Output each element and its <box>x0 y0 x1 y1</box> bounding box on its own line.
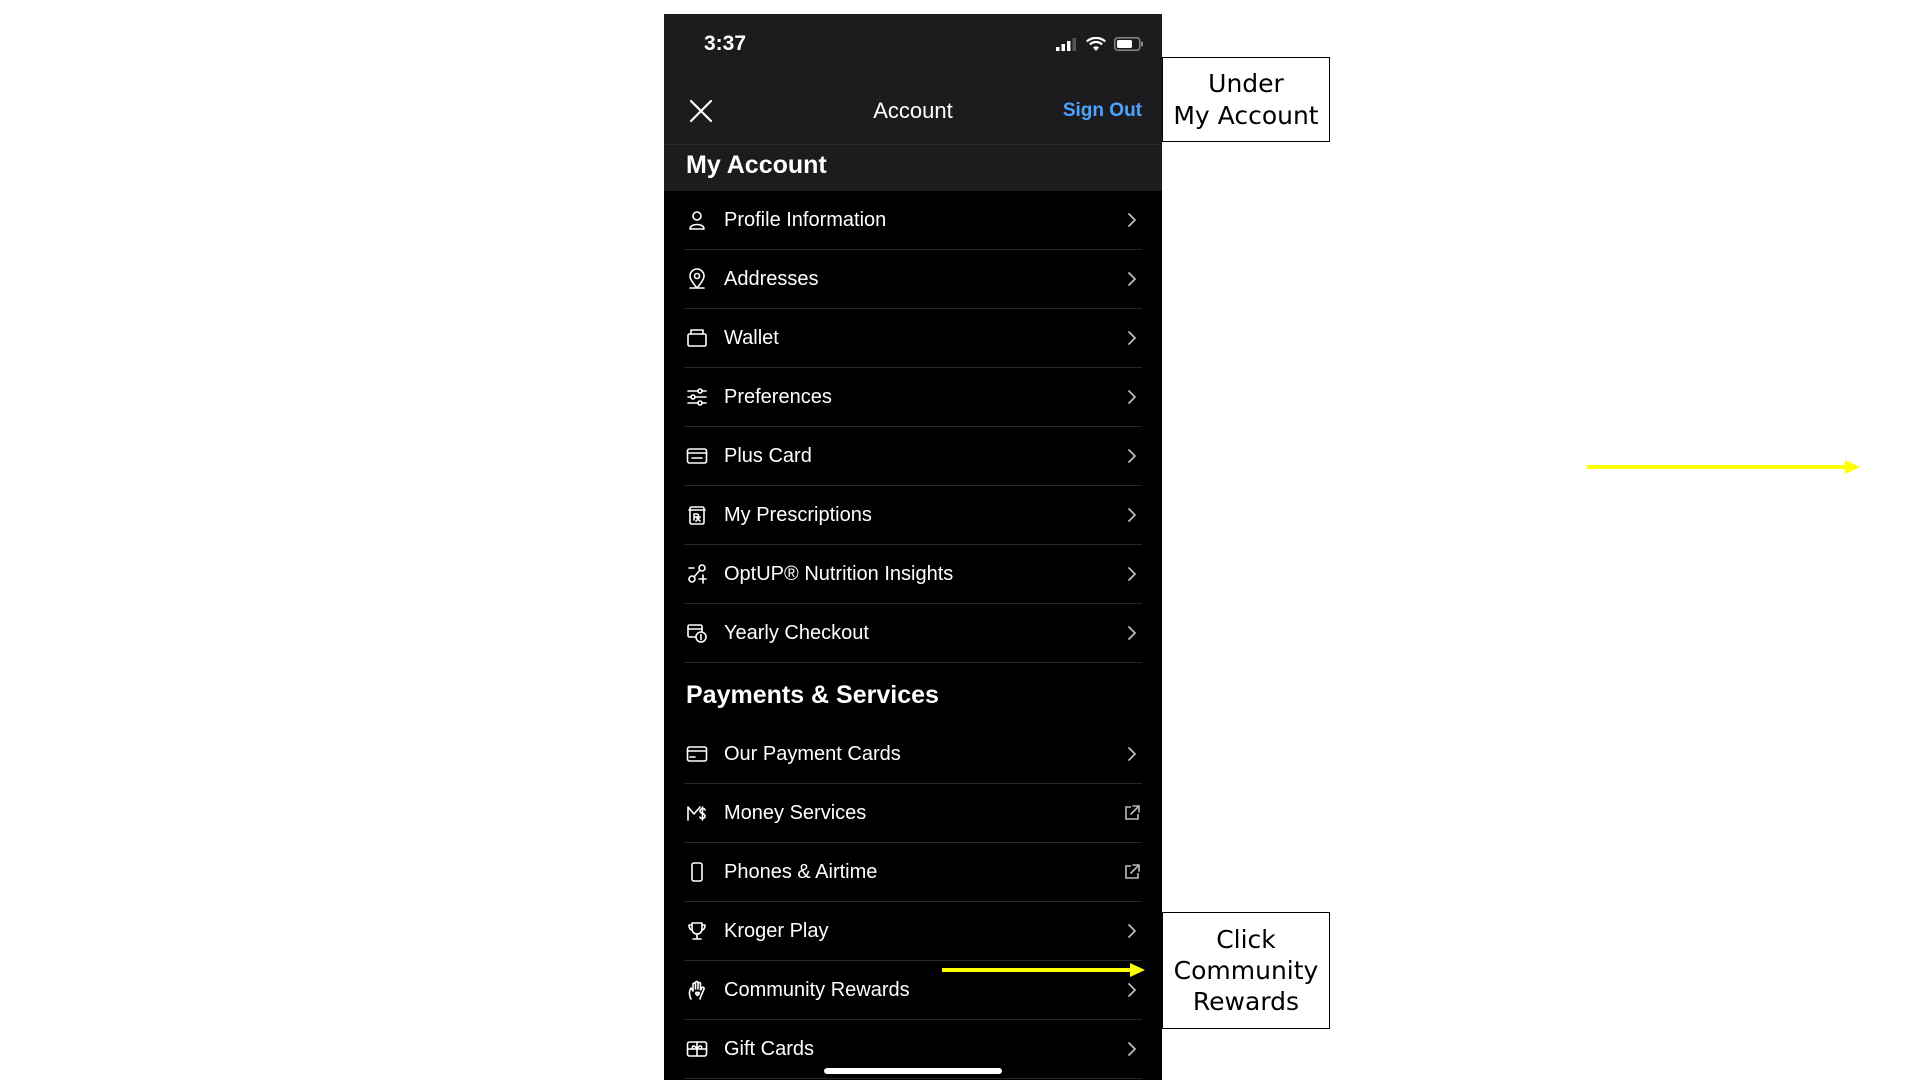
gift-card-icon <box>684 1036 710 1062</box>
list-item-label: Phones & Airtime <box>724 860 878 883</box>
close-icon <box>686 96 716 126</box>
row-trailing <box>1122 564 1142 584</box>
annotation-line: Under <box>1208 69 1284 99</box>
external-link-icon <box>1122 862 1142 882</box>
annotation-under-my-account <box>1162 57 1330 142</box>
list-item-label: Wallet <box>724 326 779 349</box>
arrow-icon <box>1585 457 1861 477</box>
list-item-money-services[interactable] <box>684 784 1142 843</box>
money-services-icon <box>684 800 710 826</box>
list-item-my-prescriptions[interactable] <box>684 486 1142 545</box>
chevron-right-icon <box>1122 446 1142 466</box>
list-item-label: Preferences <box>724 385 832 408</box>
nutrition-icon <box>684 561 710 587</box>
chevron-right-icon <box>1122 564 1142 584</box>
list-item-label: Our Payment Cards <box>724 742 901 765</box>
chevron-right-icon <box>1122 505 1142 525</box>
sliders-icon <box>684 384 710 410</box>
chevron-right-icon <box>1122 269 1142 289</box>
row-trailing <box>1122 210 1142 230</box>
list-item-label: Gift Cards <box>724 1037 815 1060</box>
list-item-label: Profile Information <box>724 208 887 231</box>
chevron-right-icon <box>1122 623 1142 643</box>
list-item-label: Addresses <box>724 267 819 290</box>
phone-screen <box>664 14 1162 1080</box>
payment-card-icon <box>684 741 710 767</box>
list-item-our-payment-cards[interactable] <box>684 725 1142 784</box>
section-title: Payments & Services <box>686 681 939 709</box>
row-trailing <box>1122 744 1142 764</box>
annotation-line: My Account <box>1173 100 1319 130</box>
prescription-icon <box>684 502 710 528</box>
chevron-right-icon <box>1122 744 1142 764</box>
nav-bar <box>664 76 1162 145</box>
arrow-icon <box>940 960 1146 980</box>
list-item-label: Money Services <box>724 801 867 824</box>
section-header-my-account <box>664 145 1162 191</box>
chevron-right-icon <box>1122 328 1142 348</box>
row-trailing <box>1122 505 1142 525</box>
close-button[interactable] <box>686 96 716 126</box>
row-trailing <box>1122 980 1142 1000</box>
list-item-label: Plus Card <box>724 444 812 467</box>
row-trailing <box>1122 623 1142 643</box>
hand-heart-icon <box>684 977 710 1003</box>
plus-card-icon <box>684 443 710 469</box>
battery-icon <box>1114 37 1144 51</box>
list-item-label: Community Rewards <box>724 978 910 1001</box>
row-trailing <box>1122 446 1142 466</box>
row-trailing <box>1122 387 1142 407</box>
row-trailing <box>1122 921 1142 941</box>
chevron-right-icon <box>1122 980 1142 1000</box>
annotation-click-community-rewards <box>1162 912 1330 1029</box>
home-indicator <box>824 1068 1002 1074</box>
status-time: 3:37 <box>704 32 747 55</box>
my-account-list <box>664 191 1162 663</box>
row-trailing <box>1122 803 1142 823</box>
phone-icon <box>684 859 710 885</box>
chevron-right-icon <box>1122 387 1142 407</box>
signal-icon <box>1056 37 1078 51</box>
page-title: Account <box>873 98 953 123</box>
annotation-line: Rewards <box>1192 987 1300 1017</box>
chevron-right-icon <box>1122 210 1142 230</box>
list-item-plus-card[interactable] <box>684 427 1142 486</box>
list-item-phones-airtime[interactable] <box>684 843 1142 902</box>
status-icons <box>1056 34 1144 54</box>
list-item-yearly-checkout[interactable] <box>684 604 1142 663</box>
annotation-line: Community <box>1173 955 1319 985</box>
list-item-preferences[interactable] <box>684 368 1142 427</box>
list-item-wallet[interactable] <box>684 309 1142 368</box>
section-title: My Account <box>686 151 827 179</box>
row-trailing <box>1122 862 1142 882</box>
sign-out-button[interactable]: Sign Out <box>1062 100 1142 121</box>
wifi-icon <box>1086 37 1106 52</box>
annotation-line: Click <box>1216 924 1276 954</box>
yearly-checkout-icon <box>684 620 710 646</box>
wallet-icon <box>684 325 710 351</box>
person-icon <box>684 207 710 233</box>
list-item-label: OptUP® Nutrition Insights <box>724 562 954 585</box>
trophy-icon <box>684 918 710 944</box>
list-item-addresses[interactable] <box>684 250 1142 309</box>
external-link-icon <box>1122 803 1142 823</box>
row-trailing <box>1122 269 1142 289</box>
status-bar <box>664 14 1162 76</box>
list-item-profile-information[interactable] <box>684 191 1142 250</box>
chevron-right-icon <box>1122 921 1142 941</box>
row-trailing <box>1122 1039 1142 1059</box>
list-item-optup-nutrition-insights[interactable] <box>684 545 1142 604</box>
location-pin-icon <box>684 266 710 292</box>
section-header-payments-services <box>664 675 1162 721</box>
list-item-label: Kroger Play <box>724 919 829 942</box>
list-item-label: My Prescriptions <box>724 503 872 526</box>
payments-services-list <box>664 725 1162 1079</box>
row-trailing <box>1122 328 1142 348</box>
chevron-right-icon <box>1122 1039 1142 1059</box>
list-item-kroger-play[interactable] <box>684 902 1142 961</box>
list-item-label: Yearly Checkout <box>724 621 869 644</box>
